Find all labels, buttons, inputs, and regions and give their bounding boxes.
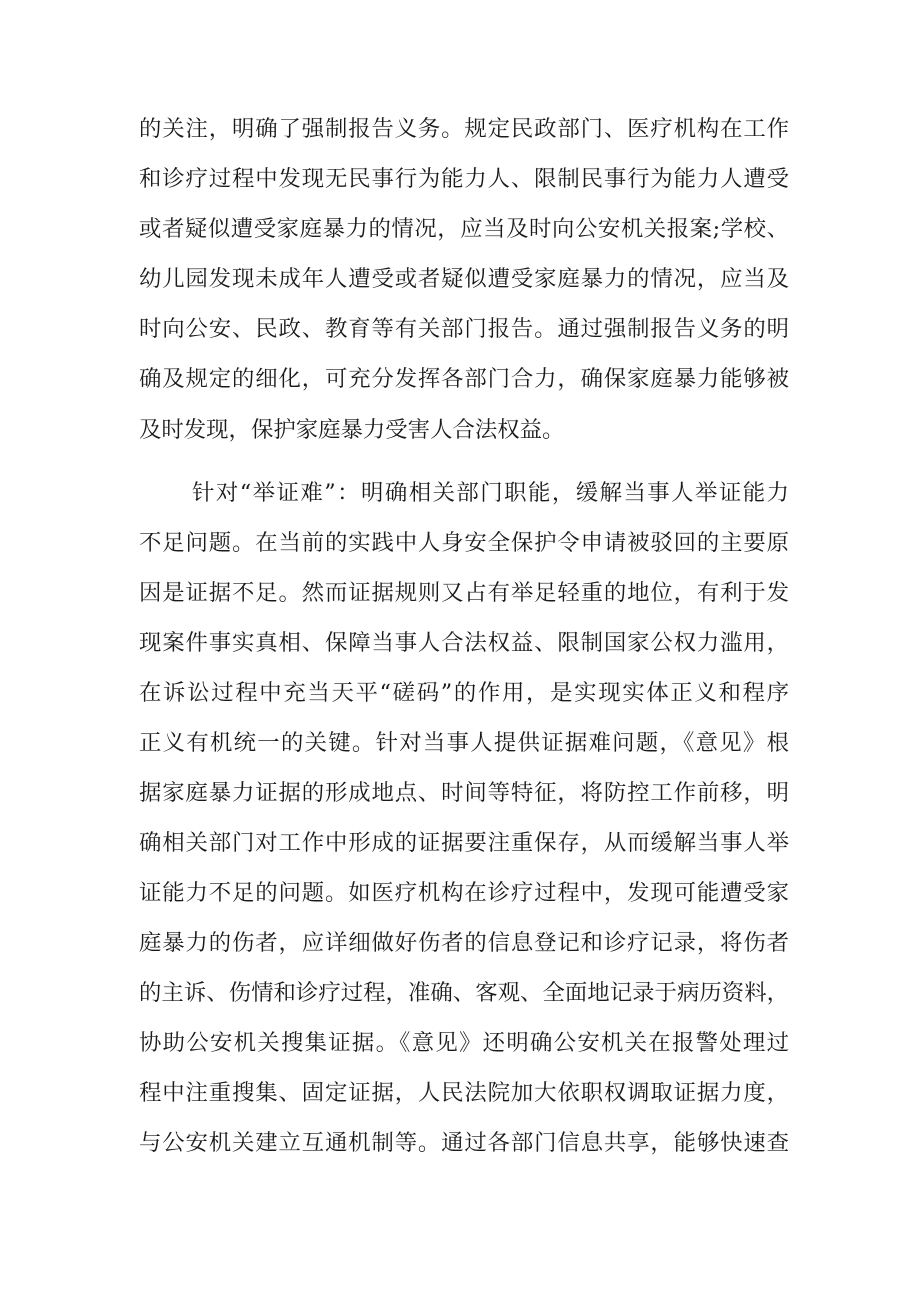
text-line: 庭暴力的伤者，应详细做好伤者的信息登记和诊疗记录，将伤者 [139, 930, 789, 956]
text-line: 的主诉、伤情和诊疗过程，准确、客观、全面地记录于病历资料， [139, 980, 789, 1006]
text-line: 因是证据不足。然而证据规则又占有举足轻重的地位，有利于发 [139, 580, 789, 606]
text-line: 正义有机统一的关键。针对当事人提供证据难问题，《意见》根 [139, 730, 789, 756]
text-line: 及时发现，保护家庭暴力受害人合法权益。 [139, 417, 565, 443]
text-line: 协助公安机关搜集证据。《意见》还明确公安机关在报警处理过 [139, 1030, 789, 1056]
text-line: 证能力不足的问题。如医疗机构在诊疗过程中，发现可能遭受家 [139, 880, 789, 906]
text-line: 和诊疗过程中发现无民事行为能力人、限制民事行为能力人遭受 [139, 166, 789, 192]
text-line: 时向公安、民政、教育等有关部门报告。通过强制报告义务的明 [139, 316, 789, 342]
text-line: 幼儿园发现未成年人遭受或者疑似遭受家庭暴力的情况，应当及 [139, 266, 789, 292]
text-line: 与公安机关建立互通机制等。通过各部门信息共享，能够快速查 [139, 1130, 789, 1156]
text-line: 据家庭暴力证据的形成地点、时间等特征，将防控工作前移，明 [139, 780, 789, 806]
text-line: 在诉讼过程中充当天平“磋码”的作用，是实现实体正义和程序 [139, 680, 789, 706]
text-line: 的关注，明确了强制报告义务。规定民政部门、医疗机构在工作 [139, 116, 789, 142]
text-line: 不足问题。在当前的实践中人身安全保护令申请被驳回的主要原 [139, 530, 789, 556]
text-line: 确相关部门对工作中形成的证据要注重保存，从而缓解当事人举 [139, 830, 789, 856]
text-line: 确及规定的细化，可充分发挥各部门合力，确保家庭暴力能够被 [139, 366, 789, 392]
text-line: 针对“举证难”：明确相关部门职能，缓解当事人举证能力 [192, 480, 789, 506]
text-line: 现案件事实真相、保障当事人合法权益、限制国家公权力滥用， [139, 630, 789, 656]
text-line: 程中注重搜集、固定证据，人民法院加大依职权调取证据力度， [139, 1080, 789, 1106]
text-line: 或者疑似遭受家庭暴力的情况，应当及时向公安机关报案;学校、 [139, 216, 789, 242]
